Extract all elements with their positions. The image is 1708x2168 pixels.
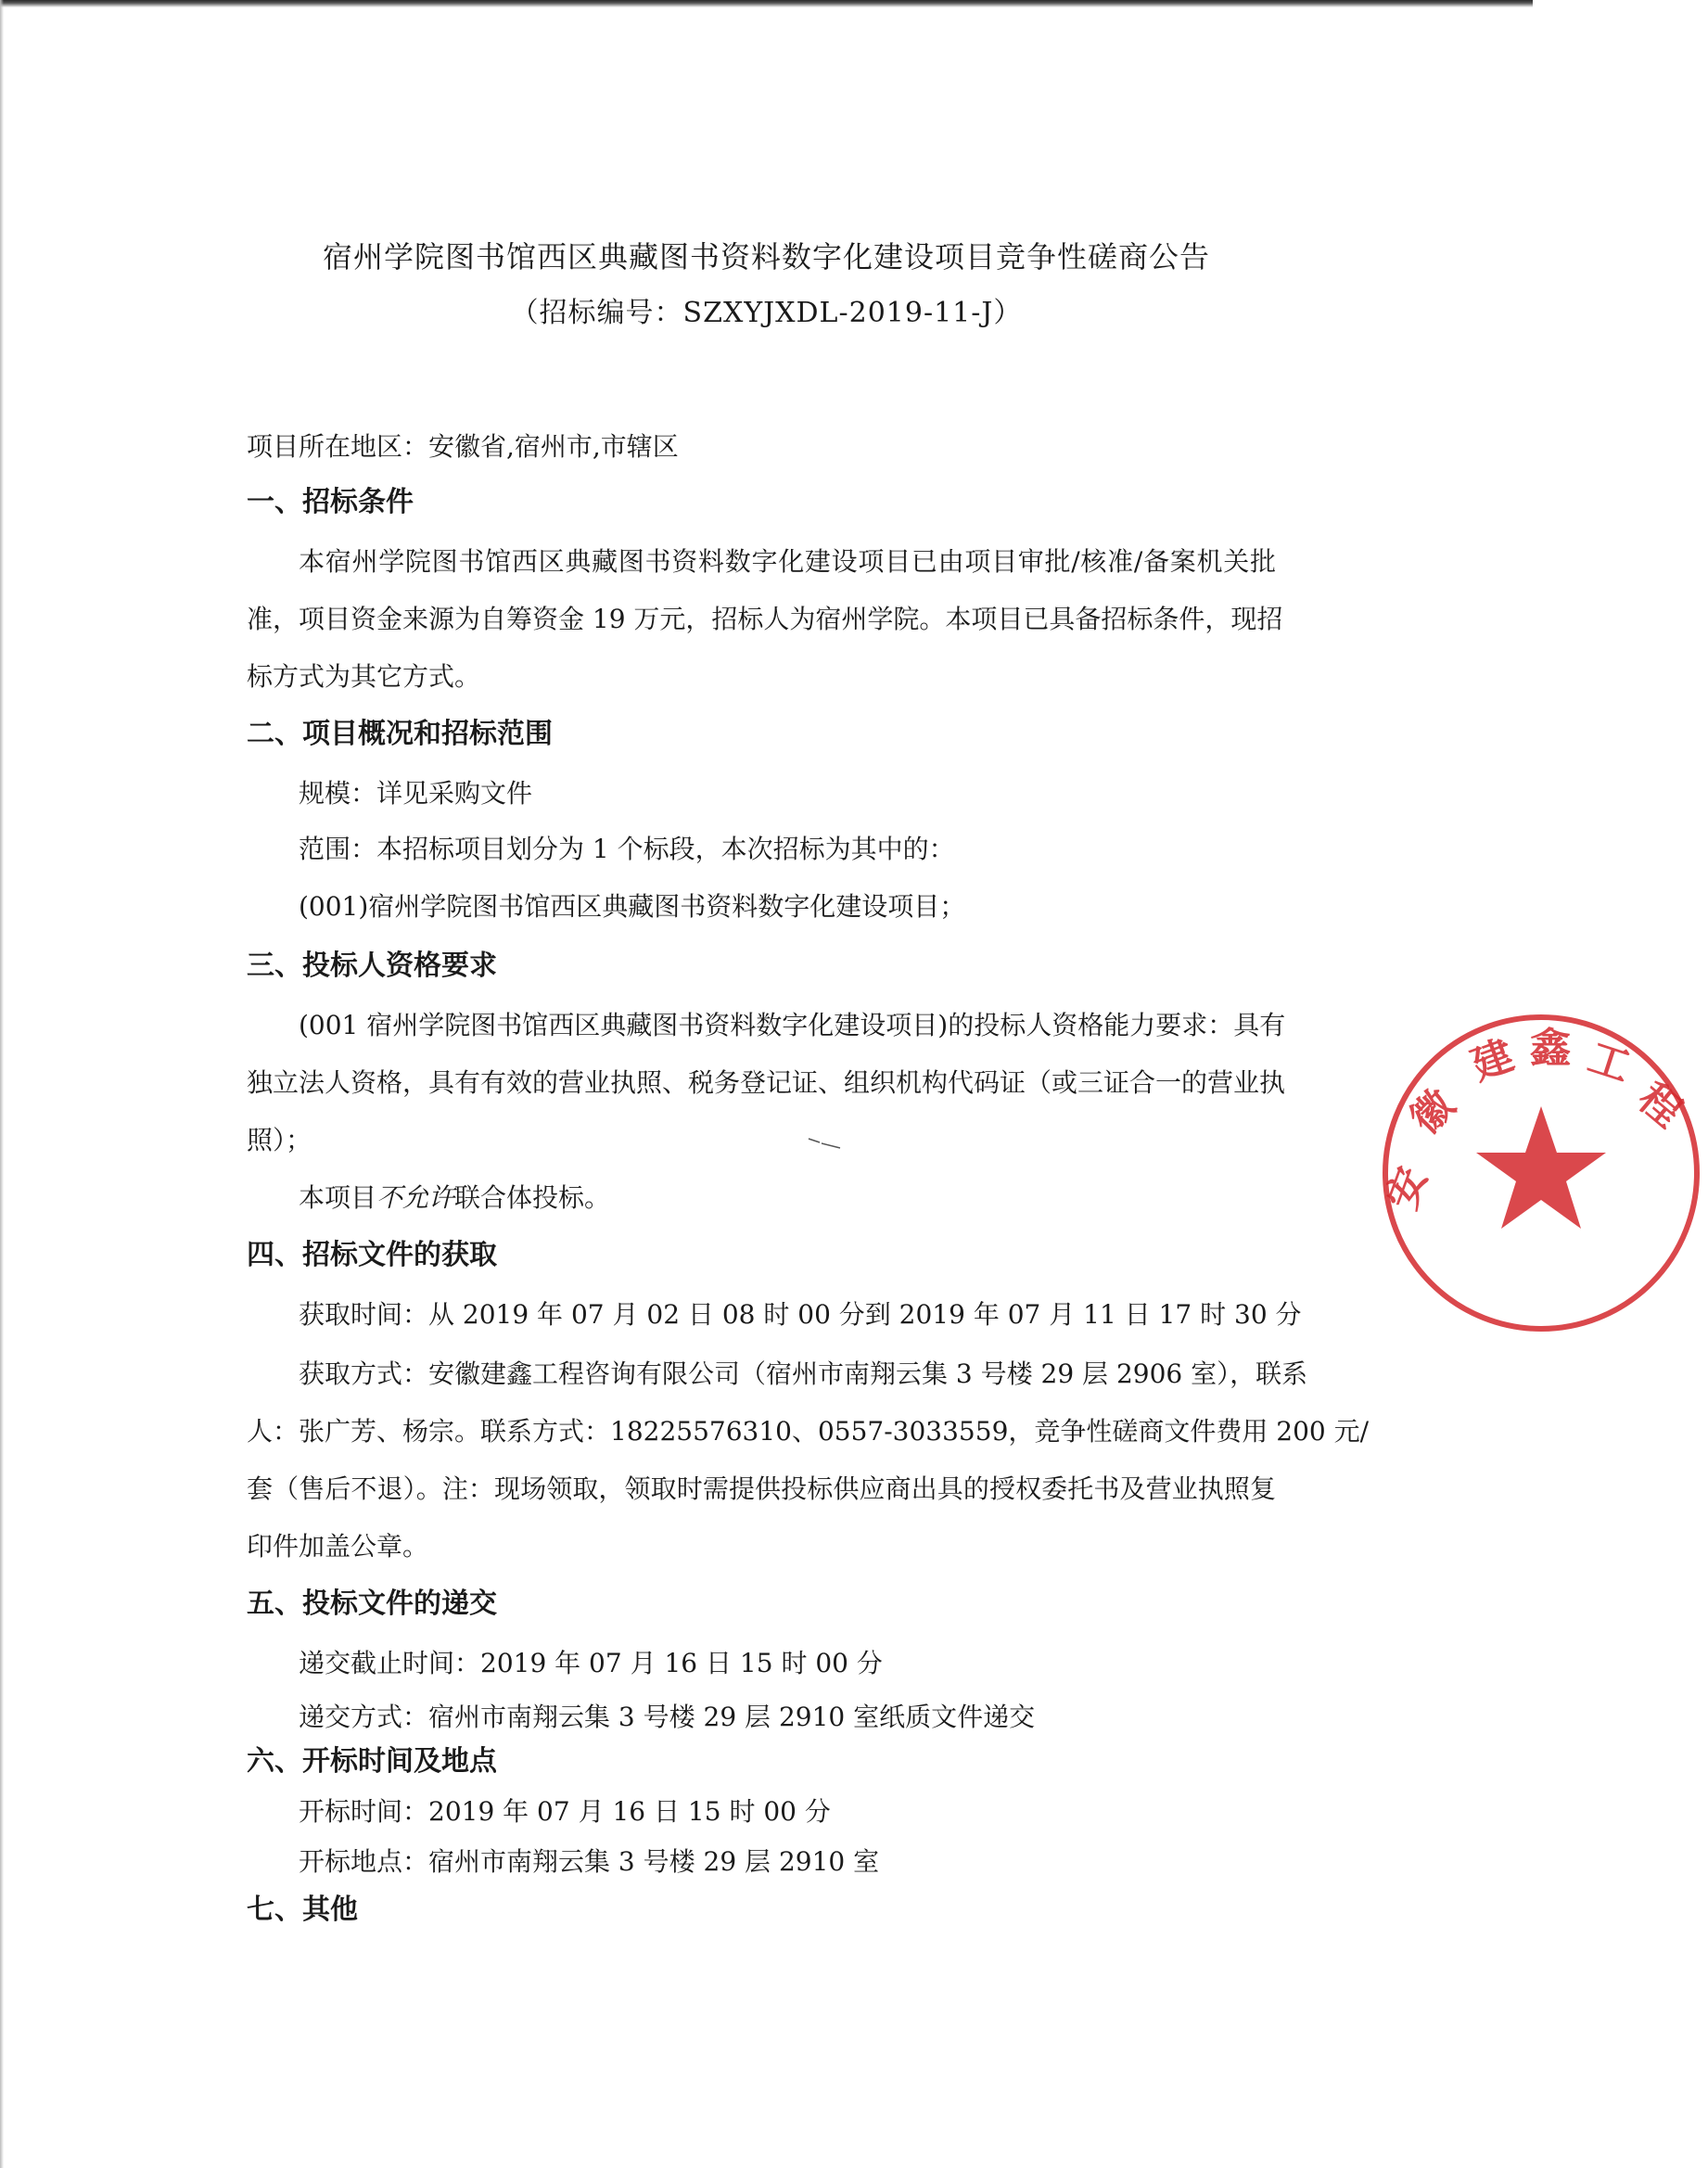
section-3-line-1: (001 宿州学院图书馆西区典藏图书资料数字化建设项目)的投标人资格能力要求：具有 [299, 1010, 1286, 1040]
section-4-line-1: 获取方式：安徽建鑫工程咨询有限公司（宿州市南翔云集 3 号楼 29 层 2906 室），联系 [299, 1358, 1308, 1389]
svg-text:工: 工 [1582, 1033, 1637, 1092]
section-6-heading: 六、开标时间及地点 [247, 1745, 497, 1778]
seal-star-icon [1476, 1106, 1606, 1229]
consortium-suffix: 联合体投标。 [454, 1182, 611, 1213]
seal-text [1378, 1025, 1690, 1216]
svg-text:安: 安 [1378, 1160, 1437, 1216]
svg-text:徽: 徽 [1401, 1080, 1464, 1143]
consortium-prefix: 本项目 [299, 1182, 377, 1213]
section-5-deadline: 递交截止时间：2019 年 07 月 16 日 15 时 00 分 [299, 1648, 883, 1678]
section-1-line-1: 本宿州学院图书馆西区典藏图书资料数字化建设项目已由项目审批/核准/备案机关批 [299, 546, 1276, 577]
section-6-time: 开标时间：2019 年 07 月 16 日 15 时 00 分 [299, 1796, 831, 1827]
section-1-line-3: 标方式为其它方式。 [247, 661, 481, 692]
section-2-scale: 规模：详见采购文件 [299, 778, 533, 809]
section-3-heading: 三、投标人资格要求 [247, 950, 497, 982]
section-4-line-4: 印件加盖公章。 [247, 1531, 429, 1562]
pen-mark [807, 1137, 844, 1150]
section-4-time: 获取时间：从 2019 年 07 月 02 日 08 时 00 分到 2019 年 07 月 11 日 17 时 30 分 [299, 1299, 1302, 1330]
section-5-method: 递交方式：宿州市南翔云集 3 号楼 29 层 2910 室纸质文件递交 [299, 1702, 1036, 1732]
section-4-line-2: 人：张广芳、杨宗。联系方式：18225576310、0557-3033559，竞争性磋商文件费用 200 元/ [247, 1416, 1370, 1447]
section-3-line-3: 照）； [247, 1125, 312, 1155]
section-3-line-2: 独立法人资格，具有有效的营业执照、税务登记证、组织机构代码证（或三证合一的营业执 [247, 1067, 1286, 1098]
document-title: 宿州学院图书馆西区典藏图书资料数字化建设项目竞争性磋商公告 [322, 239, 1210, 274]
section-7-heading: 七、其他 [247, 1894, 358, 1926]
project-region: 项目所在地区：安徽省,宿州市,市辖区 [247, 431, 679, 462]
section-6-place: 开标地点：宿州市南翔云集 3 号楼 29 层 2910 室 [299, 1846, 880, 1877]
section-2-scope: 范围：本招标项目划分为 1 个标段，本次招标为其中的： [299, 834, 955, 864]
svg-text:鑫: 鑫 [1530, 1025, 1571, 1072]
section-5-heading: 五、投标文件的递交 [247, 1588, 497, 1620]
company-seal [1374, 1006, 1708, 1340]
section-1-line-2: 准，项目资金来源为自筹资金 19 万元，招标人为宿州学院。本项目已具备招标条件，现招 [247, 604, 1283, 634]
scan-edge-top [0, 0, 1533, 7]
section-3-consortium [299, 1181, 1328, 1215]
section-2-item: (001)宿州学院图书馆西区典藏图书资料数字化建设项目； [299, 891, 966, 922]
consortium-value: 不允许 [376, 1182, 455, 1213]
section-4-line-3: 套（售后不退）。注：现场领取，领取时需提供投标供应商出具的授权委托书及营业执照复 [247, 1473, 1276, 1504]
section-4-heading: 四、招标文件的获取 [247, 1239, 497, 1271]
section-2-heading: 二、项目概况和招标范围 [247, 718, 553, 750]
section-1-heading: 一、招标条件 [247, 486, 414, 518]
svg-text:建: 建 [1465, 1031, 1521, 1090]
svg-text:程: 程 [1628, 1074, 1691, 1137]
bid-number: （招标编号：SZXYJXDL-2019-11-J） [510, 297, 1023, 329]
